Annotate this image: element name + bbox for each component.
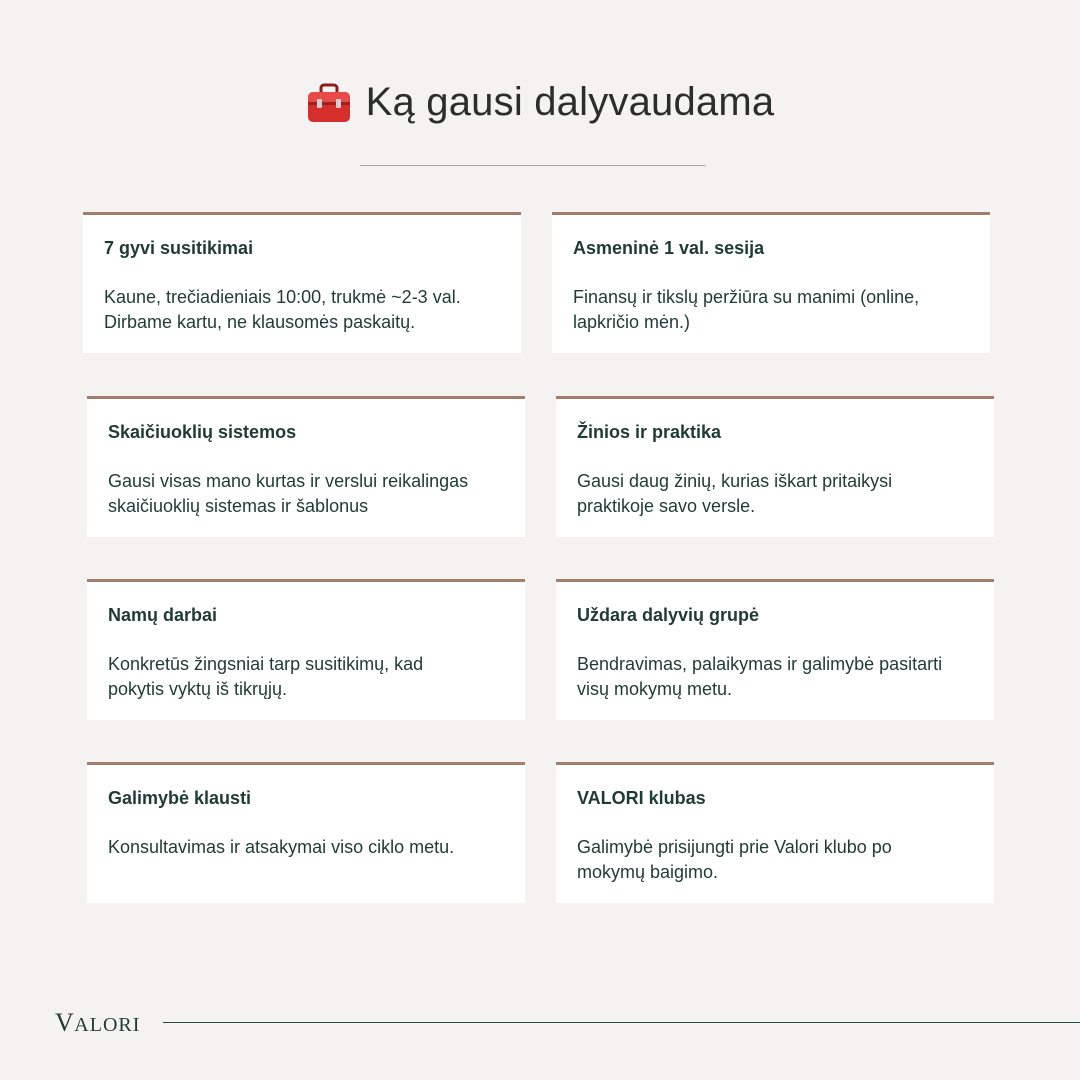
card-title: Namų darbai — [108, 605, 218, 625]
card-live-meetings — [83, 212, 521, 353]
card-title: Galimybė klausti — [108, 788, 252, 808]
card-description: Kaune, trečiadieniais 10:00, trukmė ~2-3 val. Dirbame kartu, ne klausomės paskaitų. — [104, 287, 461, 332]
card-description: Gausi daug žinių, kurias iškart pritaikysi praktikoje savo versle. — [577, 471, 893, 516]
card-title: 7 gyvi susitikimai — [104, 238, 254, 258]
card-description: Galimybė prisijungti prie Valori klubo po mokymų baigimo. — [577, 837, 892, 882]
card-description: Bendravimas, palaikymas ir galimybė pasitarti visų mokymų metu. — [577, 654, 943, 699]
card-homework — [87, 579, 525, 720]
card-description: Finansų ir tikslų peržiūra su manimi (online, lapkričio mėn.) — [573, 287, 920, 332]
title-divider — [360, 165, 706, 166]
card-title: VALORI klubas — [577, 788, 706, 808]
card-valori-club — [556, 762, 994, 903]
page-title-row — [306, 80, 775, 125]
card-knowledge-practice — [556, 396, 994, 537]
toolbox-icon — [306, 82, 352, 124]
header — [0, 80, 1080, 129]
card-closed-group — [556, 579, 994, 720]
card-title: Uždara dalyvių grupė — [577, 605, 760, 625]
brand-initial: V — [55, 1008, 75, 1037]
card-description: Konsultavimas ir atsakymai viso ciklo metu. — [108, 837, 455, 857]
card-title: Asmeninė 1 val. sesija — [573, 238, 765, 258]
card-spreadsheet-systems — [87, 396, 525, 537]
brand-rest: ALORI — [74, 1014, 141, 1036]
brand-logo — [55, 1008, 140, 1038]
page-title: Ką gausi dalyvaudama — [365, 80, 775, 124]
card-ask-questions — [87, 762, 525, 903]
footer-divider — [163, 1022, 1080, 1023]
card-personal-session — [552, 212, 990, 353]
card-title: Skaičiuoklių sistemos — [108, 422, 297, 442]
card-description: Konkretūs žingsniai tarp susitikimų, kad pokytis vyktų iš tikrųjų. — [108, 654, 424, 699]
card-description: Gausi visas mano kurtas ir verslui reikalingas skaičiuoklių sistemas ir šablonus — [108, 471, 469, 516]
card-title: Žinios ir praktika — [577, 422, 722, 442]
